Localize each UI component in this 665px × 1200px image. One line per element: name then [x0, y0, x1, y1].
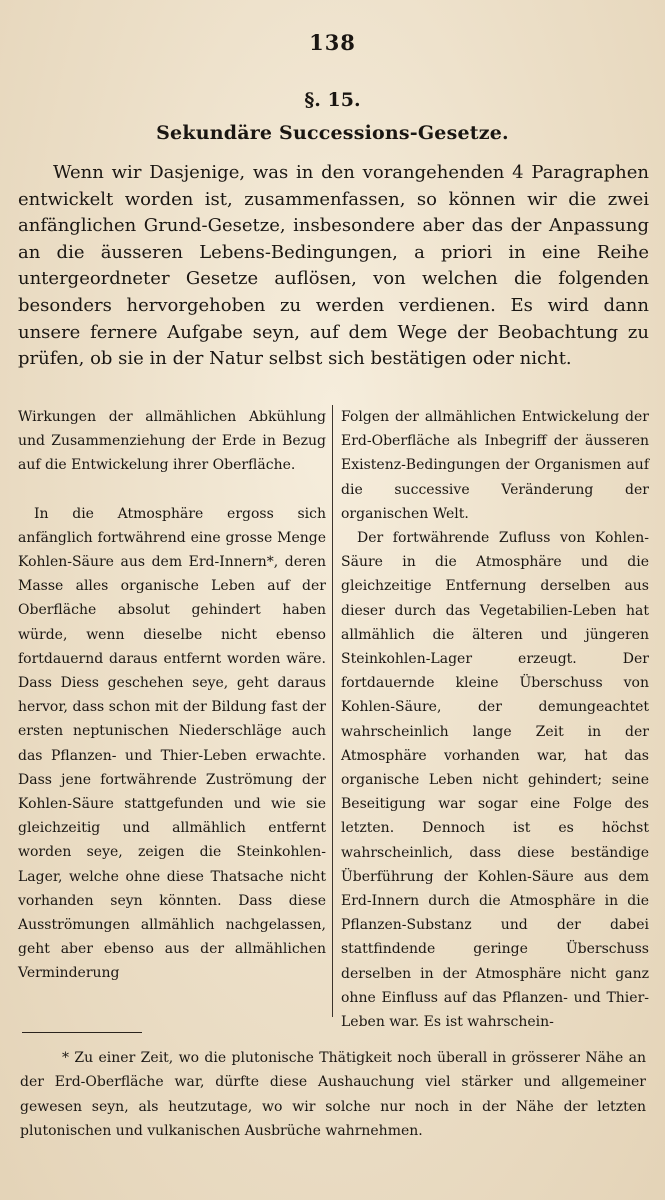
intro-paragraph: Wenn wir Dasjenige, was in den vorangehenden 4 Paragraphen entwickelt worden ist, zusammenfassen, so können wir die zwei anfänglichen Grund-Gesetze, insbesondere aber das der Anpassung an die äusseren Lebens-Bedingungen, a priori in eine Reihe untergeordneter Gesetze auflösen, von welchen die folgenden besonders hervorgehoben zu werden verdienen. Es wird dann unsere fernere Aufgabe seyn, auf dem Wege der Beobachtung zu prüfen, ob sie in der Natur selbst sich bestätigen oder nicht. — [18, 162, 649, 370]
two-column-text — [18, 405, 649, 1031]
right-column — [341, 405, 649, 1034]
left-column-body: In die Atmosphäre ergoss sich anfänglich fortwährend eine grosse Menge Kohlen-Säure aus dem Erd-Innern*, deren Masse alles organische Leben auf der Oberfläche absolut gehindert haben würde, wenn dieselbe nicht ebenso fortdauernd daraus entfernt worden wäre. Dass Diess geschehen seye, geht daraus hervor, dass schon mit der Bildung fast der ersten neptunischen Niederschläge auch das Pflanzen- und Thier-Leben erwachte. Dass jene fortwährende Zuströmung der Kohlen-Säure stattgefunden und wie sie gleichzeitig und allmählich entfernt worden seye, zeigen die Steinkohlen-Lager, welche ohne diese Thatsache nicht vorhanden seyn könnten. Dass diese Ausströmungen allmählich nachgelassen, geht aber ebenso aus der allmählichen Verminderung — [18, 505, 326, 982]
page-number: 138 — [309, 30, 356, 55]
right-column-heading: Folgen der allmählichen Entwickelung der Erd-Oberfläche als Inbegriff der äusseren Existenz-Bedingungen der Organismen auf die successive Veränderung der organischen Welt. — [341, 409, 649, 522]
section-number: §. 15. — [304, 89, 361, 111]
right-column-body: Der fortwährende Zufluss von Kohlen-Säure in die Atmosphäre und die gleichzeitige Entfernung derselben aus dieser durch das Vegetabilien-Leben hat allmählich die älteren und jüngeren Steinkohlen-Lager erzeugt. Der fortdauernde kleine Überschuss von Kohlen-Säure, der demungeachtet wahrscheinlich lange Zeit in der Atmosphäre vorhanden war, hat das organische Leben nicht gehindert; seine Beseitigung war sogar eine Folge des letzten. Dennoch ist es höchst wahrscheinlich, dass diese beständige Überführung der Kohlen-Säure aus dem Erd-Innern durch die Atmosphäre in die Pflanzen-Substanz und der dabei stattfindende geringe Überschuss derselben in der Atmosphäre nicht ganz ohne Einfluss auf das Pflanzen- und Thier-Leben war. Es ist wahrschein- — [341, 530, 649, 1031]
footnote: * Zu einer Zeit, wo die plutonische Thätigkeit noch überall in grösserer Nähe an der Erd-Oberfläche war, dürfte diese Aushauchung viel stärker und allgemeiner gewesen seyn, als heutzutage, wo wir solche nur noch in der Nähe der letzten plutonischen und vulkanischen Ausbrüche wahrnehmen. — [20, 1050, 646, 1139]
left-column-heading: Wirkungen der allmählichen Abkühlung und Zusammenziehung der Erde in Bezug auf die Entwickelung ihrer Oberfläche. — [18, 409, 326, 474]
left-column — [18, 405, 326, 986]
column-divider — [332, 405, 333, 1017]
footnote-rule — [22, 1032, 142, 1033]
section-title: Sekundäre Successions-Gesetze. — [156, 122, 509, 144]
